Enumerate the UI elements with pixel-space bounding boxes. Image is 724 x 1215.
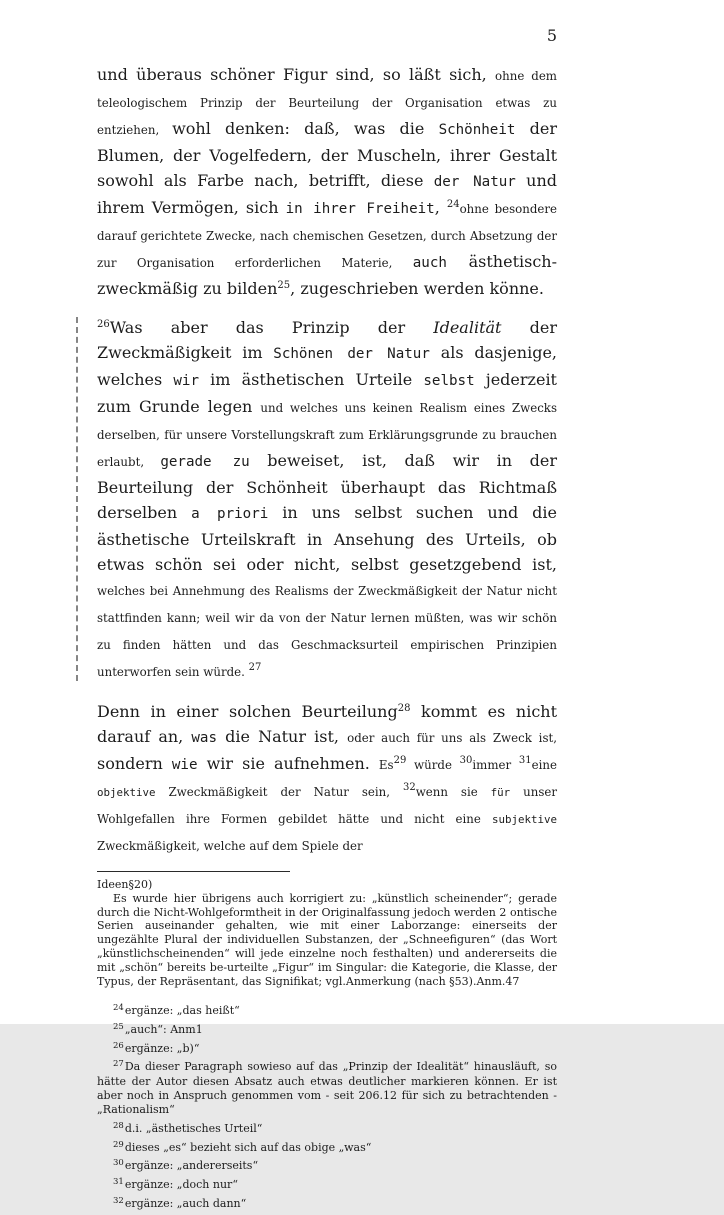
footnote-item — [97, 1122, 557, 1136]
footnote-text: ergänze: „b)“ — [124, 1041, 200, 1055]
footnote-list — [97, 1004, 557, 1210]
text-run: Zweckmäßigkeit, welche auf dem Spiele der — [97, 839, 363, 853]
footnote-text: „auch“: Anm1 — [124, 1023, 203, 1037]
text-run: Schönen der Natur — [273, 346, 430, 362]
text-run: Was aber das Prinzip der — [109, 318, 434, 337]
footnote-number: 26 — [113, 1040, 124, 1051]
footnote-text: ergänze: „doch nur“ — [124, 1177, 238, 1191]
text-run: subjektive — [491, 813, 557, 826]
footnote-text: ergänze: „das heißt“ — [124, 1004, 240, 1018]
footnote-item — [97, 1197, 557, 1211]
footnote-number: 25 — [113, 1022, 124, 1033]
text-run: der Blumen, der Vogelfedern, der Muscheln, ihrer Gestalt sowohl als Farbe nach, betrifft, diese — [97, 119, 557, 190]
text-run: Idealität — [433, 318, 502, 337]
text-run: und ihrem Vermögen, sich — [97, 171, 558, 217]
footnote-number: 27 — [113, 1059, 124, 1070]
footnote-item — [97, 1023, 557, 1037]
text-run: würde — [406, 758, 460, 772]
paragraph-3 — [97, 699, 557, 859]
footnote-rule — [97, 871, 290, 872]
footnote-number: 29 — [113, 1139, 124, 1150]
footnote-item — [97, 1178, 557, 1192]
text-run: für — [490, 786, 511, 799]
text-run: im ästhetischen Urteile — [199, 370, 424, 389]
text-run: eine — [531, 758, 557, 772]
text-run: wohl denken: daß, was die — [172, 119, 439, 138]
text-run: in ihrer Freiheit — [285, 201, 435, 217]
text-run: der Zweckmäßigkeit im — [97, 318, 557, 362]
footnote-text: Da dieser Paragraph sowieso auf das „Prinzip der Idealität“ hinausläuft, so hätte der Autor diesen Absatz auch etwas deutlicher markieren können. Er ist aber noch in Anspruch genommen vom - seit 206.12 für sich zu betrachtenden - „Rationalism“ — [97, 1060, 557, 1117]
text-run: als dasjenige, welches — [97, 343, 557, 389]
text-run: Schönheit — [438, 122, 516, 138]
text-run: ohne besondere darauf gerichtete Zwecke, nach chemischen Gesetzen, durch Absetzung der zur Organisation erforderlichen Materie, — [97, 202, 558, 270]
footnote-number: 24 — [113, 1003, 124, 1014]
note-reference: 26 — [97, 319, 110, 330]
text-run: wie — [171, 757, 198, 773]
note-reference: 25 — [277, 280, 291, 291]
text-run: jederzeit zum Grunde legen — [97, 370, 557, 416]
footnote-item — [97, 1042, 557, 1056]
text-run: objektive — [97, 786, 156, 799]
footnote-number: 30 — [113, 1158, 124, 1169]
text-run: sondern — [97, 754, 172, 773]
note-reference: 30 — [459, 755, 473, 766]
footnote-number: 31 — [113, 1176, 124, 1187]
text-run: ohne dem teleologischem Prinzip der Beurteilung der Organisation etwas zu entziehen, — [97, 69, 557, 137]
text-run: der Natur — [433, 174, 516, 190]
text-run: die Natur ist, — [217, 727, 348, 746]
text-run: wir sie aufnehmen. — [197, 754, 379, 773]
text-run: welches bei Annehmung des Realisms der Zweckmäßigkeit der Natur nicht stattfinden kann; weil wir da von der Natur lernen müßten, was wir schön zu finden hätten und das Geschmacksurteil empirischen Prinzipien unterworfen sein würde. — [97, 584, 557, 679]
text-run: oder auch für uns als Zweck ist, — [347, 731, 557, 745]
text-run: wir — [173, 373, 199, 389]
text-run: kommt es nicht darauf an, — [97, 702, 558, 746]
page-number: 5 — [546, 26, 557, 45]
footnote-item — [97, 1060, 557, 1117]
footnote-item — [97, 1004, 557, 1018]
text-run: was — [191, 730, 217, 746]
text-run: und welches uns keinen Realism eines Zwecks derselben, für unsere Vorstellungskraft zum Erklärungsgrunde zu brauchen erlaubt, — [97, 401, 557, 469]
note-reference: 27 — [248, 662, 262, 673]
note-reference: 29 — [393, 755, 407, 766]
text-run: in uns selbst suchen und die ästhetische Urteilskraft in Ansehung des Urteils, ob etwas schön sei oder nicht, selbst gesetzgebend ist, — [97, 503, 558, 574]
text-run: Zweckmäßigkeit der Natur sein, — [155, 785, 403, 799]
document-body — [97, 62, 557, 1215]
footnote-item — [97, 1141, 557, 1155]
text-run: a priori — [191, 506, 269, 522]
footnote-number: 28 — [113, 1120, 124, 1131]
page-header — [97, 26, 557, 45]
text-run: selbst — [423, 373, 475, 389]
text-run: unser Wohlgefallen ihre Formen gebildet hätte und nicht eine — [97, 785, 557, 826]
footnote-continuation-lead: Ideen§20) — [97, 878, 153, 891]
text-run: Denn in einer solchen Beurteilung — [97, 702, 398, 721]
footnote-continuation — [97, 878, 557, 988]
text-run: immer — [472, 758, 519, 772]
footnote-number: 32 — [113, 1195, 124, 1206]
text-run: ästhetisch-zweckmäßig zu bilden — [97, 252, 557, 298]
text-run: Es — [378, 758, 394, 772]
footnote-text: d.i. „ästhetisches Urteil“ — [124, 1121, 263, 1135]
footnote-text: ergänze: „andererseits“ — [124, 1159, 259, 1173]
text-run: , — [434, 198, 447, 217]
footnote-text: ergänze: „auch dann“ — [124, 1196, 247, 1210]
text-run: auch — [412, 255, 447, 271]
text-run: wenn sie — [415, 785, 491, 799]
note-reference: 32 — [402, 782, 416, 793]
text-run: und überaus schöner Figur sind, so läßt sich, — [97, 65, 496, 84]
footnote-text: dieses „es“ bezieht sich auf das obige „was“ — [124, 1140, 372, 1154]
note-reference: 31 — [518, 755, 532, 766]
paragraph-2 — [97, 315, 557, 685]
text-run: , zugeschrieben werden könne. — [290, 279, 544, 298]
text-run: beweiset, ist, daß wir in der Beurteilung der Schönheit überhaupt das Richtmaß derselben — [97, 451, 557, 522]
text-run: gerade zu — [160, 454, 250, 470]
footnote-continuation-body: Es wurde hier übrigens auch korrigiert zu: „künstlich scheinender“; gerade durch die Nicht-Wohlgeformtheit in der Originalfassung jedoch werden 2 ontische Serien auseinander gehalten, wie mit einer Laborzange: einerseits der ungezählte Plural der individuellen Substanzen, der „Schneefiguren“ (das Wort „künstlichscheinenden“ will jede einzelne noch festhalten) und andererseits die mit „schön“ bereits be-urteilte „Figur“ im Singular: die Kategorie, die Klasse, der Typus, der Repräsentant, das Signifikat; vgl.Anmerkung (nach §53).Anm.47 — [97, 891, 557, 988]
note-reference: 28 — [397, 703, 411, 714]
footnote-item — [97, 1159, 557, 1173]
paragraph-1 — [97, 62, 557, 301]
note-reference: 24 — [446, 199, 460, 210]
